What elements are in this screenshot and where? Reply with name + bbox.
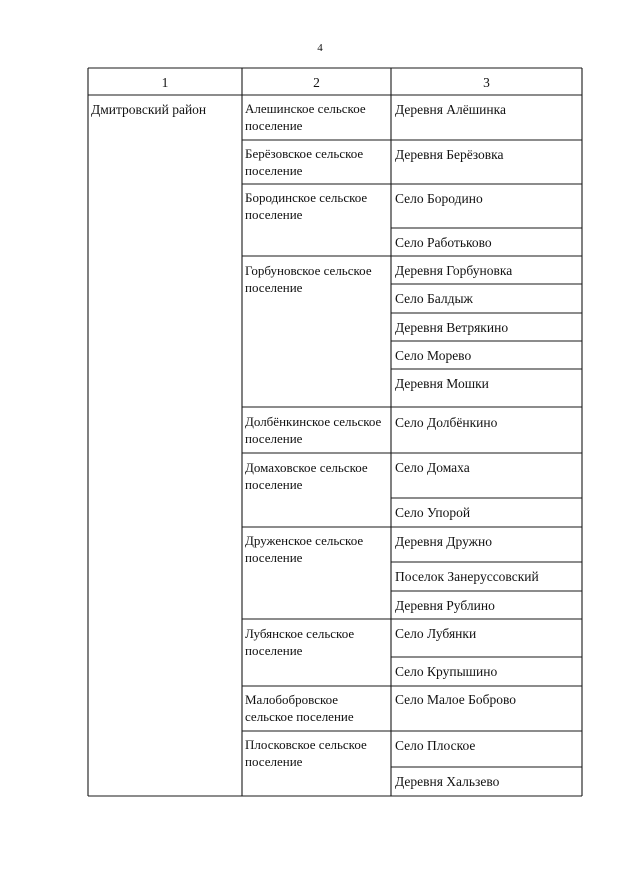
locality-name: Село Балдыж — [395, 291, 473, 306]
locality-name: Деревня Дружно — [395, 534, 492, 549]
settlement-name: Друженское сельское поселение — [245, 533, 364, 565]
locality-name: Деревня Хальзево — [395, 774, 500, 789]
settlement-name: Берёзовское сельское поселение — [245, 146, 364, 178]
column-header-3: 3 — [483, 75, 490, 90]
locality-name: Село Плоское — [395, 738, 476, 753]
column-header-1: 1 — [161, 75, 169, 90]
settlement-name: Лубянское сельское поселение — [245, 626, 355, 658]
settlement-name: Малобобровское сельское поселение — [245, 692, 354, 724]
locality-name: Деревня Алёшинка — [395, 102, 506, 117]
column-header-2: 2 — [313, 75, 320, 90]
settlement-name: Бородинское сельское поселение — [245, 190, 368, 222]
district-name: Дмитровский район — [91, 102, 207, 117]
settlement-name: Долбёнкинское сельское поселение — [245, 414, 382, 446]
locality-name: Село Домаха — [395, 460, 470, 475]
page-number: 4 — [317, 42, 323, 54]
locality-name: Село Малое Боброво — [395, 692, 517, 707]
settlement-name: Плосковское сельское поселение — [245, 737, 367, 769]
locality-name: Село Крупышино — [395, 664, 498, 679]
locality-name: Село Морево — [395, 348, 472, 363]
locality-name: Село Бородино — [395, 191, 483, 206]
locality-name: Деревня Горбуновка — [395, 263, 513, 278]
locality-name: Село Долбёнкино — [395, 415, 498, 430]
locality-name: Село Упорой — [395, 505, 471, 520]
locality-name: Село Работьково — [395, 235, 492, 250]
settlement-name: Горбуновское сельское поселение — [245, 263, 372, 295]
settlement-name: Домаховское сельское поселение — [245, 460, 368, 492]
locality-name: Деревня Мошки — [395, 376, 489, 391]
locality-name: Деревня Ветрякино — [395, 320, 509, 335]
locality-name: Поселок Занеруссовский — [395, 569, 539, 584]
settlement-name: Алешинское сельское поселение — [245, 101, 366, 133]
locality-name: Деревня Берёзовка — [395, 147, 504, 162]
locality-name: Деревня Рублино — [395, 598, 495, 613]
locality-name: Село Лубянки — [395, 626, 477, 641]
